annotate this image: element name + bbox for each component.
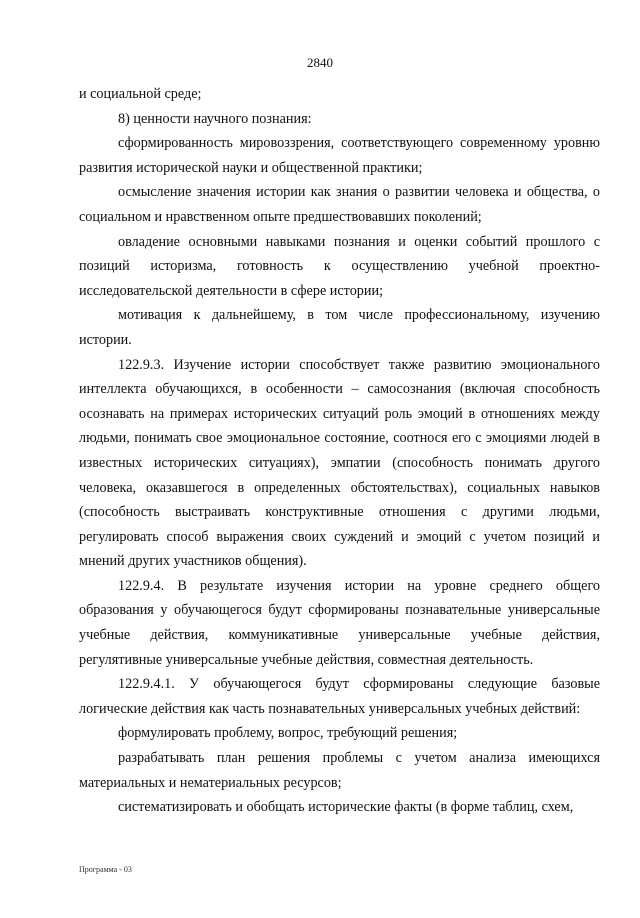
paragraph: 122.9.4.1. У обучающегося будут сформированы следующие базовые логические действия как часть познавательных универсальных учебных действий: (79, 676, 600, 717)
paragraph: осмысление значения истории как знания о развитии человека и общества, о социальном и нравственном опыте предшествовавших поколений; (79, 184, 600, 225)
paragraph: мотивация к дальнейшему, в том числе профессиональному, изучению истории. (79, 307, 600, 348)
paragraph: и социальной среде; (79, 86, 202, 102)
paragraph: разрабатывать план решения проблемы с учетом анализа имеющихся материальных и нематериальных ресурсов; (79, 750, 600, 791)
paragraph: формулировать проблему, вопрос, требующий решения; (118, 725, 458, 742)
paragraph: 122.9.3. Изучение истории способствует также развитию эмоционального интеллекта обучающихся, в особенности – самосознания (включая способность осознавать на примерах исторических ситуаций роль эмоций в отношениях между людьми, понимать свое эмоциональное состояние, соотнося его с эмоциями людей в известных исторических ситуациях), эмпатии (способность понимать другого человека, оказавшегося в определенных обстоятельствах), социальных навыков (способность выстраивать конструктивные отношения с другими людьми, регулировать способ выражения своих суждений и эмоций с учетом позиций и мнений других участников общения). (79, 356, 600, 570)
paragraph: 122.9.4. В результате изучения истории на уровне среднего общего образования у обучающегося будут сформированы познавательные универсальные учебные действия, коммуникативные универсальные учебные действия, регулятивные универсальные учебные действия, совместная деятельность. (79, 577, 600, 668)
page-number: 2840 (307, 55, 333, 70)
paragraph: систематизировать и обобщать исторические факты (в форме таблиц, схем, (118, 799, 574, 816)
paragraph: 8) ценности научного познания: (118, 110, 312, 127)
paragraph: сформированность мировоззрения, соответствующего современному уровню развития исторической науки и общественной практики; (79, 135, 600, 176)
footer-text: Программа - 03 (79, 865, 132, 874)
document-body (79, 82, 600, 820)
paragraph: овладение основными навыками познания и оценки событий прошлого с позиций историзма, готовность к осуществлению учебной проектно-исследовательской деятельности в сфере истории; (79, 233, 600, 299)
